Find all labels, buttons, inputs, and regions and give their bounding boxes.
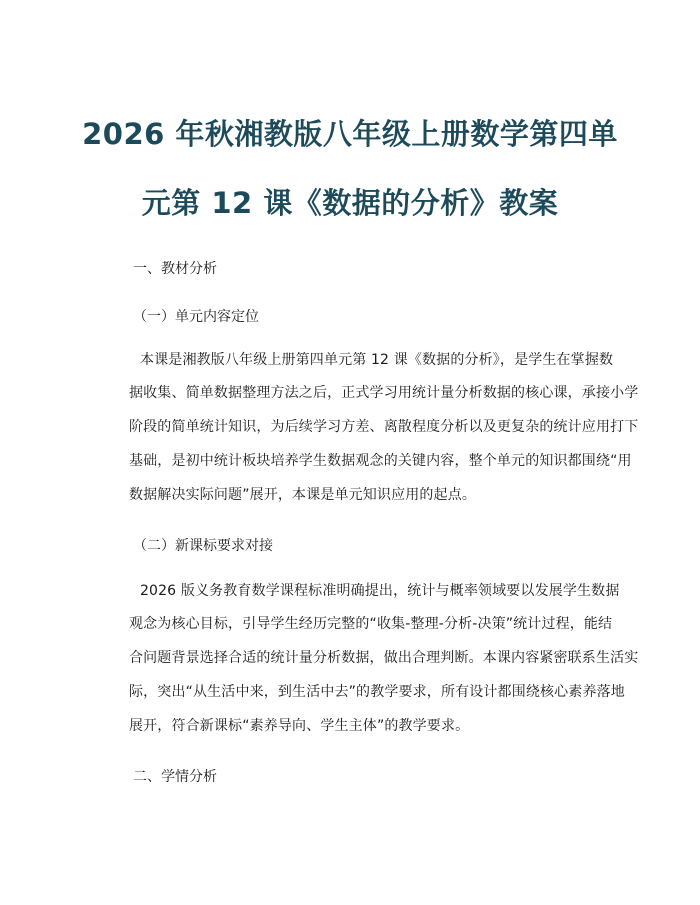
paragraph-line: 基础，是初中统计板块培养学生数据观念的关键内容，整个单元的知识都围绕“用 [129, 453, 632, 469]
paragraph-line: 合问题背景选择合适的统计量分析数据，做出合理判断。本课内容紧密联系生活实 [129, 650, 639, 666]
section-heading-learning-situation-analysis: 二、学情分析 [133, 769, 217, 785]
paragraph-line: 展开，符合新课标“素养导向、学生主体”的教学要求。 [129, 718, 470, 734]
paragraph-line: 际，突出“从生活中来，到生活中去”的教学要求，所有设计都围绕核心素养落地 [129, 684, 625, 700]
paragraph-line: 据收集、简单数据整理方法之后，正式学习用统计量分析数据的核心课，承接小学 [129, 385, 639, 401]
document-title-line-2: 元第 12 课《数据的分析》教案 [141, 186, 559, 220]
subsection-heading-unit-positioning: （一）单元内容定位 [133, 309, 259, 325]
paragraph-line: 本课是湘教版八年级上册第四单元第 12 课《数据的分析》，是学生在掌握数 [140, 352, 614, 368]
document-title-line-1: 2026 年秋湘教版八年级上册数学第四单 [82, 117, 618, 151]
paragraph-line: 观念为核心目标，引导学生经历完整的“收集-整理-分析-决策”统计过程，能结 [129, 616, 613, 632]
paragraph-line: 阶段的简单统计知识，为后续学习方差、离散程度分析以及更复杂的统计应用打下 [129, 419, 639, 435]
section-heading-teaching-material-analysis: 一、教材分析 [133, 261, 217, 277]
paragraph-line: 数据解决实际问题”展开，本课是单元知识应用的起点。 [129, 487, 477, 503]
paragraph-line: 2026 版义务教育数学课程标准明确提出，统计与概率领域要以发展学生数据 [140, 583, 620, 599]
subsection-heading-curriculum-standards: （二）新课标要求对接 [133, 538, 273, 554]
